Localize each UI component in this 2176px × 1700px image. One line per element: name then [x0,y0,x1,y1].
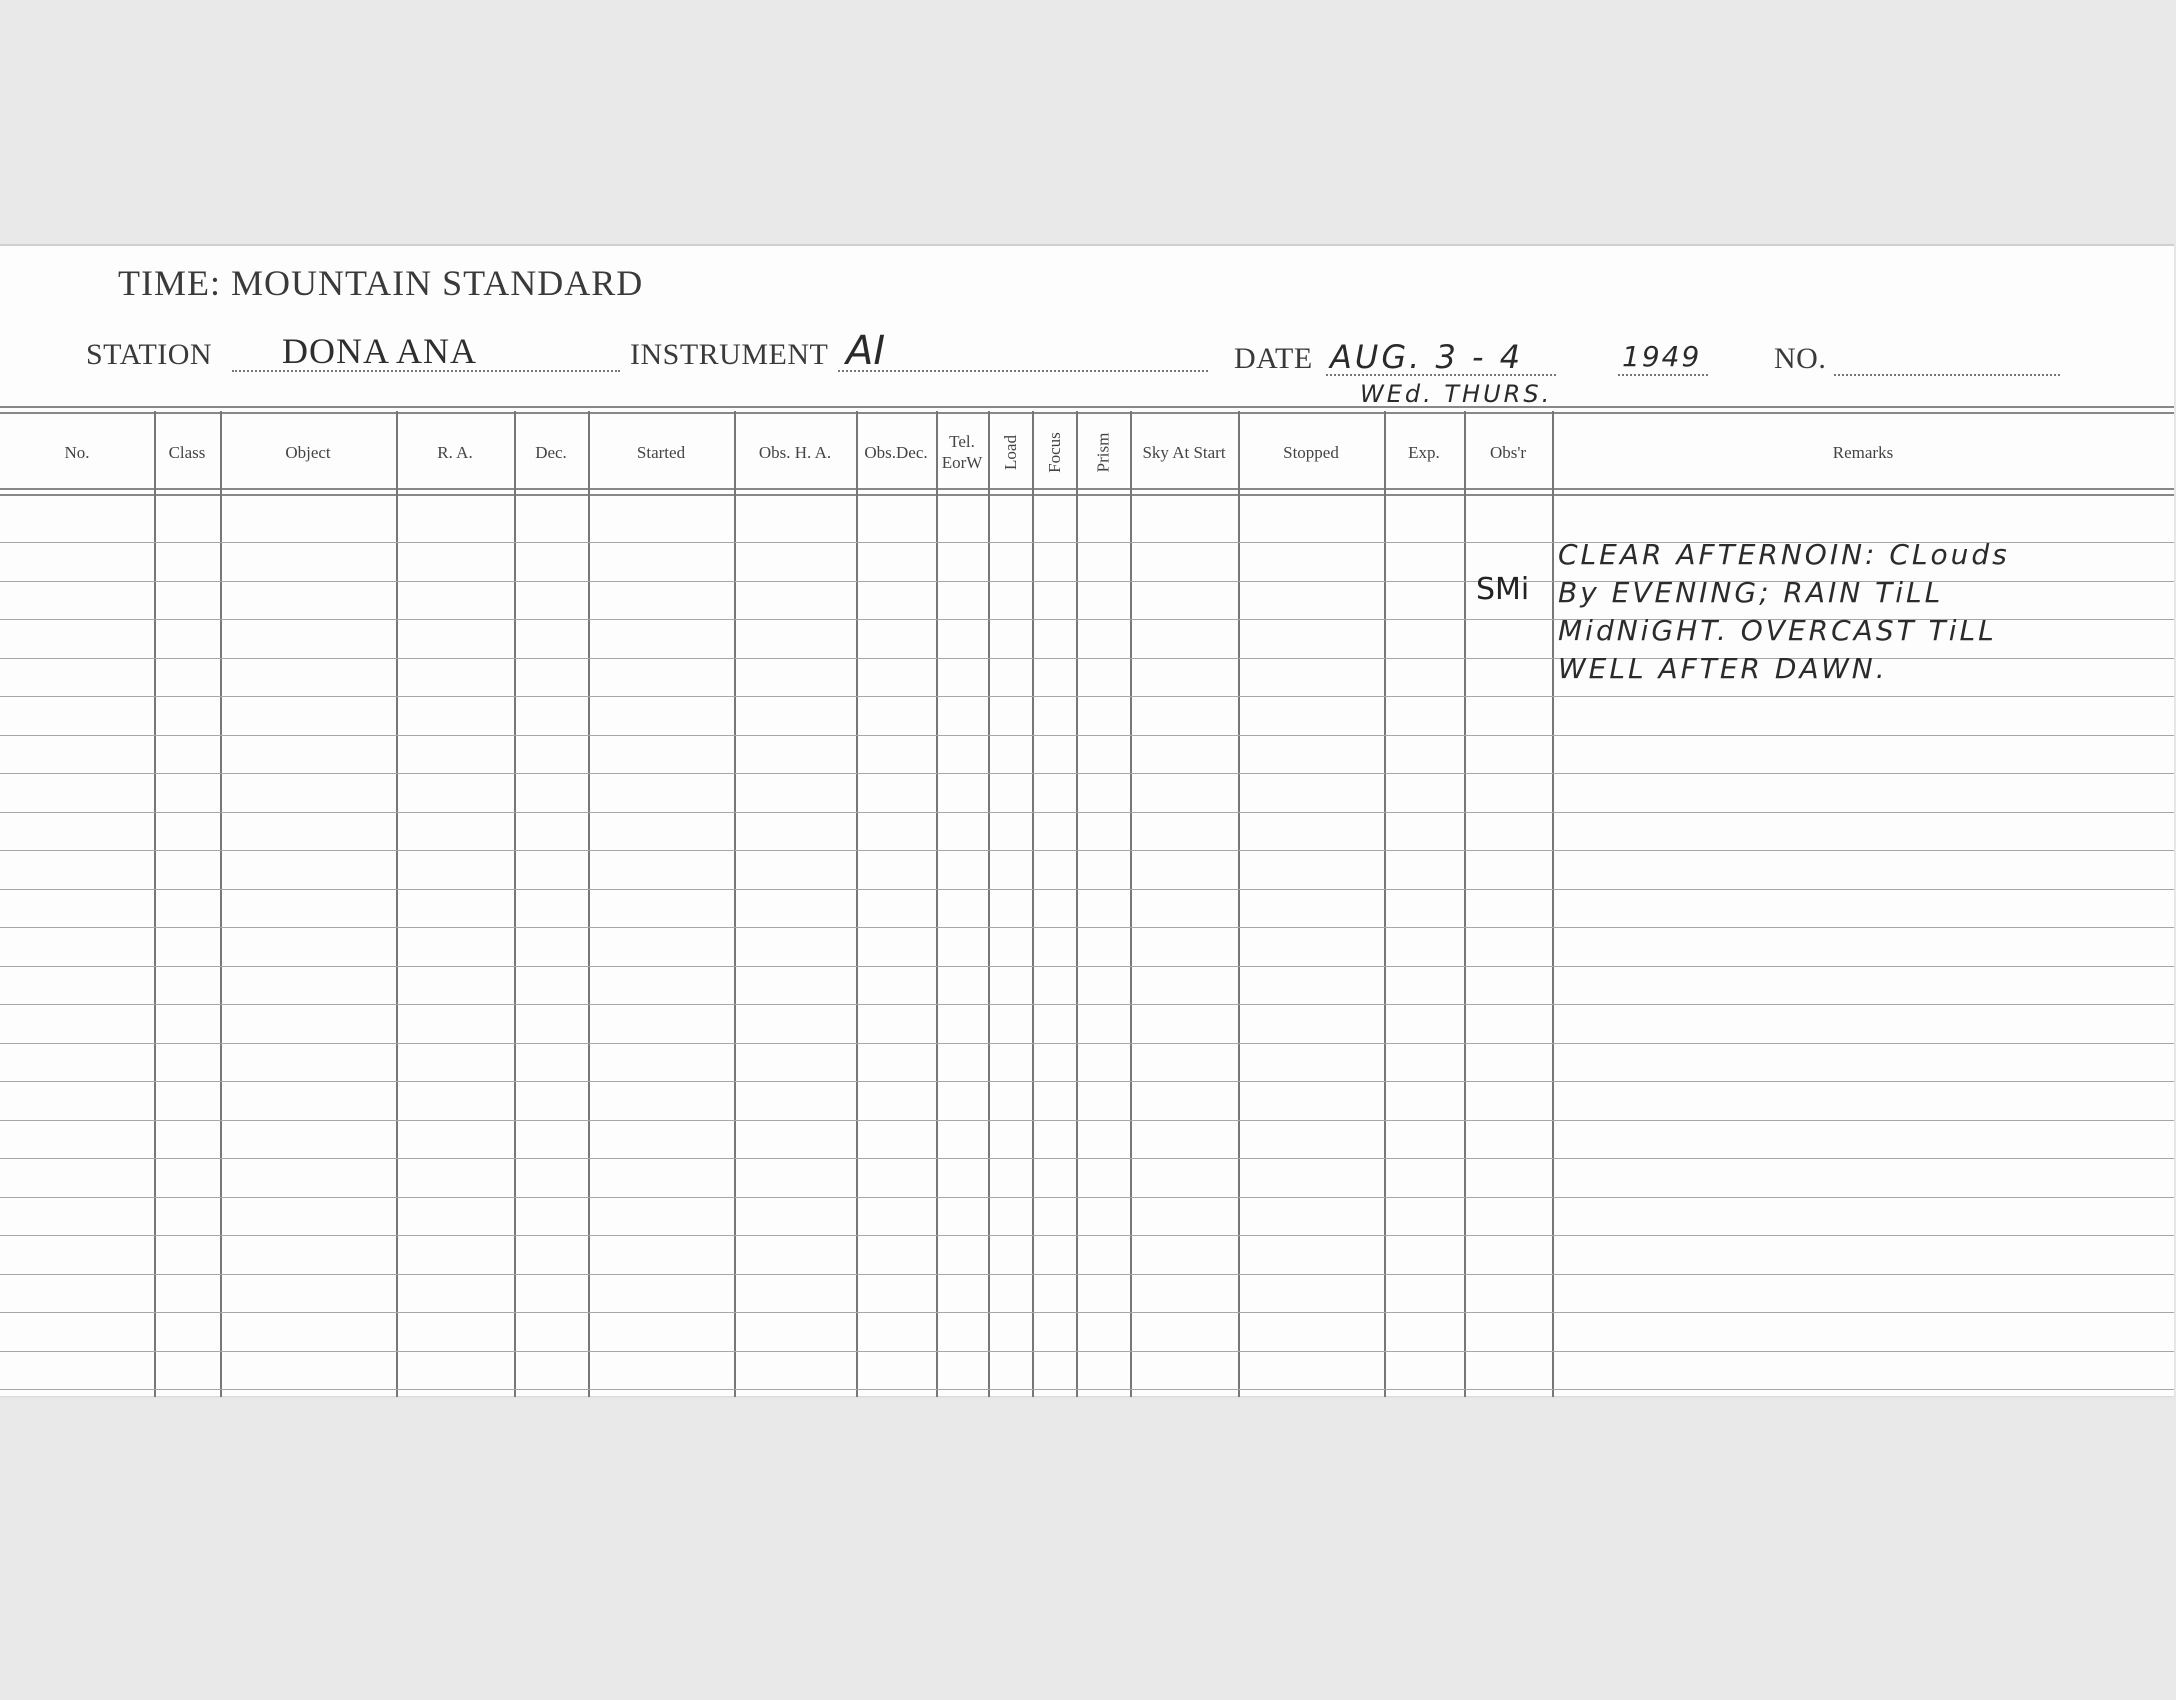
observer-entry: SMi [1476,572,1530,607]
column-divider [1130,411,1132,1397]
date-label: DATE [1234,342,1313,375]
col-header-class: Class [168,442,206,462]
col-header-load-text: Load [1000,434,1020,470]
row-rule [0,1235,2174,1236]
col-header-obs-ha: Obs. H. A. [758,442,832,462]
row-rule [0,927,2174,928]
column-divider [1384,411,1386,1397]
col-header-stopped: Stopped [1283,442,1339,462]
row-rule [0,735,2174,736]
col-header-object: Object [285,442,331,462]
row-rule [0,889,2174,890]
row-rule [0,1081,2174,1082]
column-divider [988,411,990,1397]
row-rule [0,966,2174,967]
col-header-tel: Tel. EorW [941,432,983,472]
column-divider [220,411,222,1397]
row-rule [0,696,2174,697]
column-divider [588,411,590,1397]
remark-line: By EVENING; RAIN TiLL [1558,576,1944,609]
col-header-dec: Dec. [535,442,567,462]
column-divider [1464,411,1466,1397]
row-rule [0,1043,2174,1044]
date-weekdays: WEd. THURS. [1360,380,1553,408]
header-bottom-rule-2 [0,494,2174,496]
remark-line: WELL AFTER DAWN. [1558,652,1888,685]
col-header-focus [1032,414,1076,490]
row-rule [0,1197,2174,1198]
col-header-prism [1076,414,1130,490]
column-divider [396,411,398,1397]
row-rule [0,1120,2174,1121]
col-header-remarks: Remarks [1832,442,1894,462]
time-zone-title: TIME: MOUNTAIN STANDARD [118,263,644,303]
date-value: AUG. 3 - 4 [1330,338,1524,376]
year-value: 1949 [1622,340,1702,373]
column-divider [734,411,736,1397]
col-header-exp: Exp. [1408,442,1440,462]
instrument-label: INSTRUMENT [630,338,829,371]
number-label: NO. [1774,342,1827,375]
number-blank-line [1834,374,2060,376]
col-header-prism-text: Prism [1093,432,1113,472]
column-divider [514,411,516,1397]
row-rule [0,1312,2174,1313]
col-header-sky: Sky At Start [1142,442,1226,462]
column-divider [1076,411,1078,1397]
col-header-ra: R. A. [437,442,473,462]
year-blank-line [1618,374,1708,376]
column-divider [154,411,156,1397]
row-rule [0,1351,2174,1352]
col-header-load [988,414,1032,490]
instrument-blank-line [838,370,1208,372]
observation-log-sheet [0,244,2174,1396]
station-value: DONA ANA [282,331,478,371]
row-rule [0,773,2174,774]
row-rule [0,812,2174,813]
column-divider [1552,411,1554,1397]
col-header-focus-text: Focus [1044,431,1064,473]
col-header-obsr: Obs'r [1489,442,1527,462]
row-rule [0,1389,2174,1390]
col-header-no: No. [64,442,90,462]
column-divider [1238,411,1240,1397]
column-divider [856,411,858,1397]
row-rule [0,850,2174,851]
instrument-value: AI [846,328,886,374]
col-header-started: Started [636,442,686,462]
column-divider [936,411,938,1397]
column-divider [1032,411,1034,1397]
row-rule [0,1274,2174,1275]
remark-line: MidNiGHT. OVERCAST TiLL [1558,614,1997,647]
row-rule [0,1158,2174,1159]
remark-line: CLEAR AFTERNOIN: CLouds [1558,538,2010,571]
header-top-rule [0,406,2174,408]
col-header-obs-dec: Obs.Dec. [864,442,928,462]
row-rule [0,1004,2174,1005]
station-label: STATION [86,338,213,371]
